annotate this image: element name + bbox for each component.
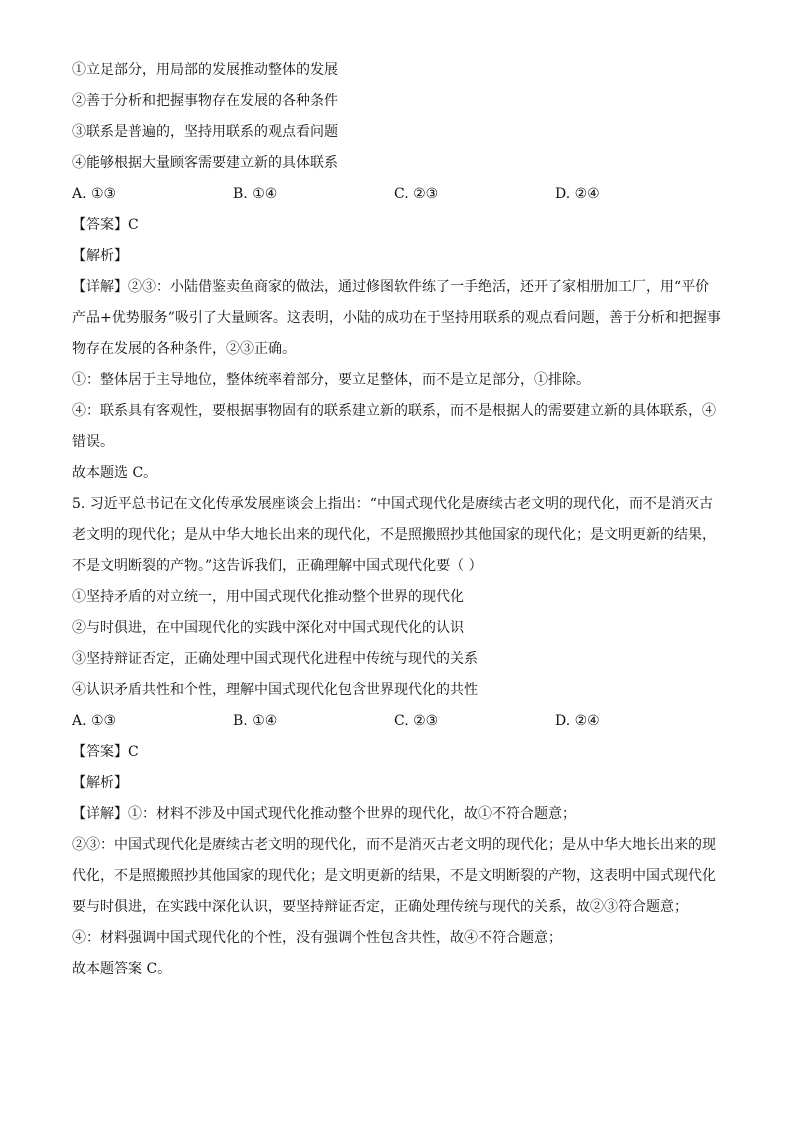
analysis-label: 【解析】 xyxy=(72,248,128,264)
detail-line: 要与时俱进，在实践中深化认识，要坚持辩证否定，正确处理传统与现代的关系，故②③符合题意； xyxy=(72,899,688,915)
choice-d: D. ②④ xyxy=(555,713,600,729)
detail-line: 【详解】②③：小陆借鉴卖鱼商家的做法，通过修图软件练了一手绝活，还开了家相册加工厂，用“平价 xyxy=(72,279,710,295)
option-item: ④认识矛盾共性和个性，理解中国式现代化包含世界现代化的共性 xyxy=(72,682,478,698)
detail-line: ①：整体居于主导地位，整体统率着部分，要立足整体，而不是立足部分，①排除。 xyxy=(72,372,590,388)
document-page xyxy=(72,60,732,990)
detail-line: ④：材料强调中国式现代化的个性，没有强调个性包含共性，故④不符合题意； xyxy=(72,930,562,946)
choice-row xyxy=(72,711,732,731)
detail-paragraph xyxy=(72,277,732,483)
analysis-label: 【解析】 xyxy=(72,775,128,791)
choice-b: B. ①④ xyxy=(233,713,278,729)
detail-line: 错误。 xyxy=(72,434,114,450)
question-5-options xyxy=(72,587,732,700)
choice-b: B. ①④ xyxy=(233,186,278,202)
stem-line: 不是文明断裂的产物。”这告诉我们，正确理解中国式现代化要（ ） xyxy=(72,558,483,574)
choice-c: C. ②③ xyxy=(394,713,439,729)
detail-paragraph xyxy=(72,804,732,979)
option-item: ④能够根据大量顾客需要建立新的具体联系 xyxy=(72,155,338,171)
detail-line: ④：联系具有客观性，要根据事物固有的联系建立新的联系，而不是根据人的需要建立新的具体联系，④ xyxy=(72,403,716,419)
detail-line: ②③：中国式现代化是赓续古老文明的现代化，而不是消灭古老文明的现代化；是从中华大地长出来的现 xyxy=(72,837,716,853)
question-5-stem xyxy=(72,494,732,576)
choice-c: C. ②③ xyxy=(394,186,439,202)
choice-a: A. ①③ xyxy=(72,186,117,202)
detail-line: 代化，不是照搬照抄其他国家的现代化；是文明更新的结果，不是文明断裂的产物，这表明中国式现代化 xyxy=(72,868,716,884)
option-item: ③坚持辩证否定，正确处理中国式现代化进程中传统与现代的关系 xyxy=(72,651,478,667)
choice-d: D. ②④ xyxy=(555,186,600,202)
detail-line: 故本题选 C。 xyxy=(72,465,158,481)
option-item: ①坚持矛盾的对立统一，用中国式现代化推动整个世界的现代化 xyxy=(72,589,464,605)
stem-line: 5. 习近平总书记在文化传承发展座谈会上指出：“中国式现代化是赓续古老文明的现代化，而不是消灭古 xyxy=(72,496,713,512)
answer-label: 【答案】C xyxy=(72,217,139,233)
answer-label: 【答案】C xyxy=(72,744,139,760)
stem-line: 老文明的现代化；是从中华大地长出来的现代化，不是照搬照抄其他国家的现代化；是文明更新的结果， xyxy=(72,527,716,543)
choice-a: A. ①③ xyxy=(72,713,117,729)
detail-line: 产品+优势服务”吸引了大量顾客。这表明，小陆的成功在于坚持用联系的观点看问题，善于分析和把握事 xyxy=(72,310,721,326)
option-item: ③联系是普遍的，坚持用联系的观点看问题 xyxy=(72,124,338,140)
detail-line: 故本题答案 C。 xyxy=(72,961,172,977)
option-list xyxy=(72,60,732,173)
option-item: ①立足部分，用局部的发展推动整体的发展 xyxy=(72,62,338,78)
option-item: ②与时俱进，在中国现代化的实践中深化对中国式现代化的认识 xyxy=(72,620,464,636)
detail-line: 物存在发展的各种条件，②③正确。 xyxy=(72,341,296,357)
choice-row xyxy=(72,184,732,204)
option-item: ②善于分析和把握事物存在发展的各种条件 xyxy=(72,93,338,109)
detail-line: 【详解】①：材料不涉及中国式现代化推动整个世界的现代化，故①不符合题意； xyxy=(72,806,576,822)
